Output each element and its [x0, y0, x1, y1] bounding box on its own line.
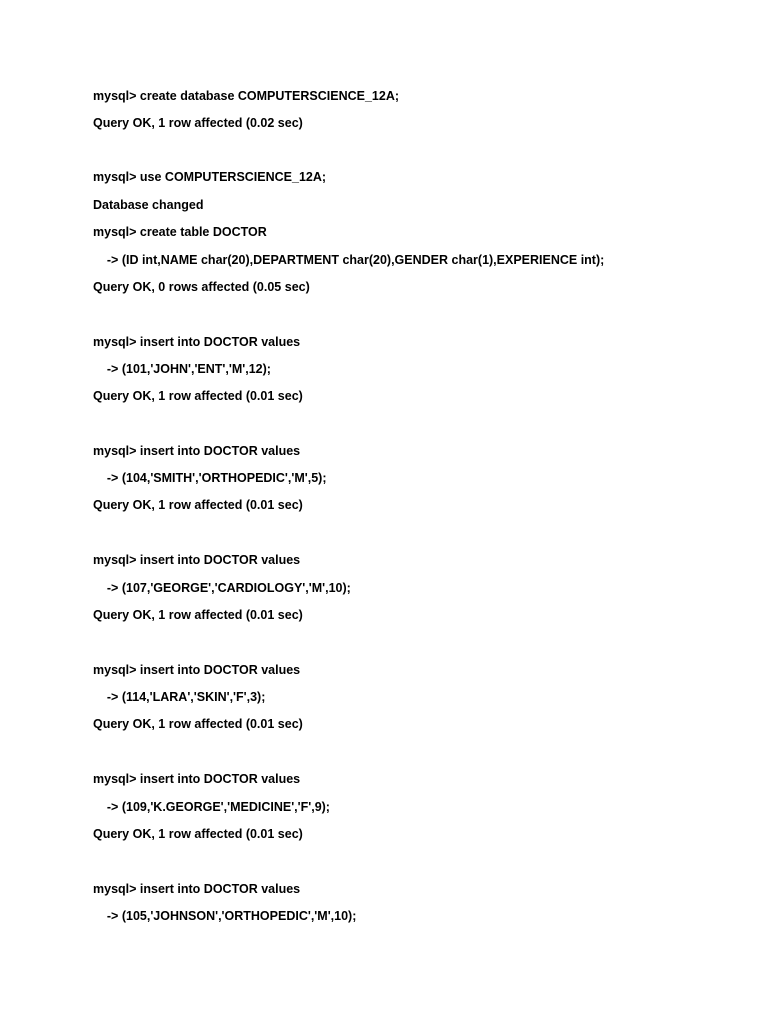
sql-command-line: mysql> create database COMPUTERSCIENCE_12A;: [93, 89, 400, 103]
sql-result-line: Query OK, 1 row affected (0.01 sec): [93, 717, 303, 731]
sql-result-line: Query OK, 1 row affected (0.01 sec): [93, 608, 303, 622]
sql-command-line: mysql> insert into DOCTOR values: [93, 663, 301, 677]
sql-result-line: Query OK, 1 row affected (0.01 sec): [93, 389, 303, 403]
sql-continuation-line: -> (109,'K.GEORGE','MEDICINE','F',9);: [93, 800, 330, 814]
sql-command-line: mysql> insert into DOCTOR values: [93, 553, 301, 567]
sql-continuation-line: -> (104,'SMITH','ORTHOPEDIC','M',5);: [93, 471, 327, 485]
sql-command-line: mysql> use COMPUTERSCIENCE_12A;: [93, 170, 327, 184]
sql-continuation-line: -> (107,'GEORGE','CARDIOLOGY','M',10);: [93, 581, 351, 595]
sql-command-line: mysql> insert into DOCTOR values: [93, 335, 301, 349]
sql-result-line: Query OK, 1 row affected (0.01 sec): [93, 827, 303, 841]
sql-continuation-line: -> (ID int,NAME char(20),DEPARTMENT char(20),GENDER char(1),EXPERIENCE int);: [93, 253, 605, 267]
sql-result-line: Query OK, 0 rows affected (0.05 sec): [93, 280, 310, 294]
sql-result-line: Query OK, 1 row affected (0.02 sec): [93, 116, 303, 130]
sql-command-line: mysql> insert into DOCTOR values: [93, 772, 301, 786]
sql-command-line: mysql> insert into DOCTOR values: [93, 444, 301, 458]
sql-command-line: mysql> create table DOCTOR: [93, 225, 267, 239]
sql-result-line: Database changed: [93, 198, 204, 212]
sql-continuation-line: -> (101,'JOHN','ENT','M',12);: [93, 362, 271, 376]
sql-continuation-line: -> (114,'LARA','SKIN','F',3);: [93, 690, 266, 704]
sql-continuation-line: -> (105,'JOHNSON','ORTHOPEDIC','M',10);: [93, 909, 357, 923]
sql-result-line: Query OK, 1 row affected (0.01 sec): [93, 498, 303, 512]
sql-command-line: mysql> insert into DOCTOR values: [93, 882, 301, 896]
